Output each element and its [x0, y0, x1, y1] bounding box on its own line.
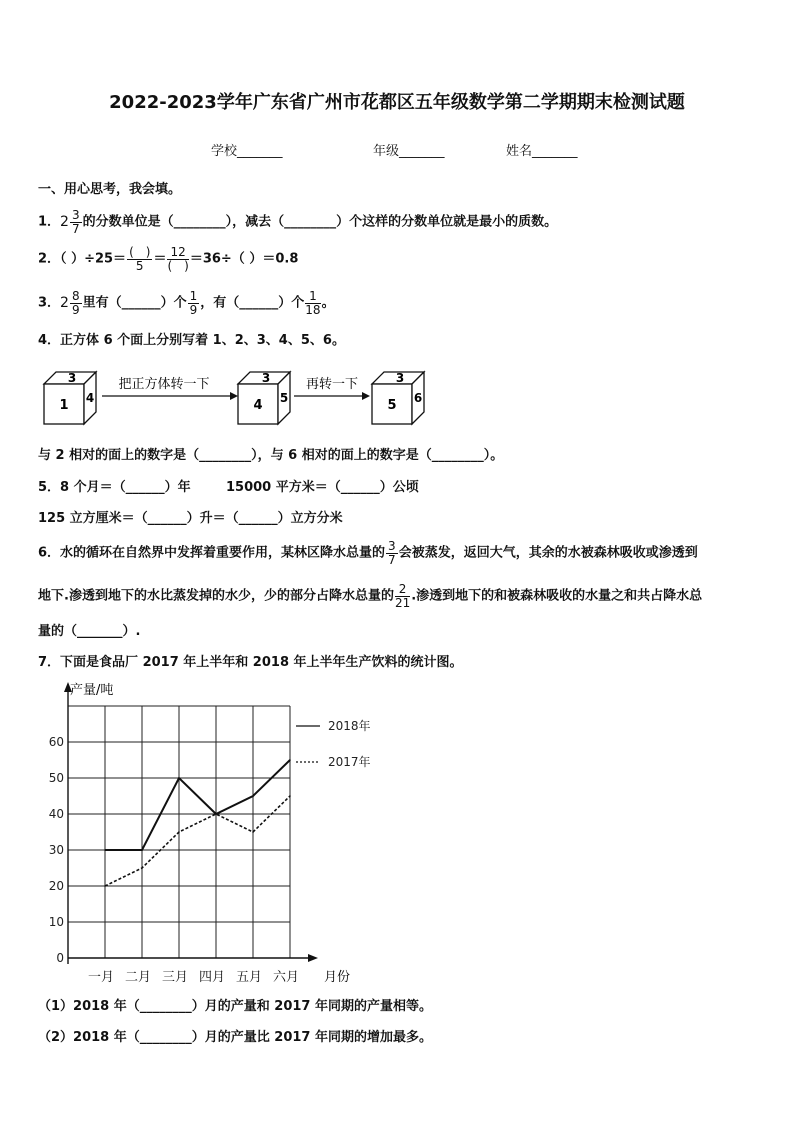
fraction-denominator: 18: [305, 302, 321, 317]
fraction-denominator: 9: [71, 302, 80, 317]
data-point: [178, 831, 180, 833]
question-text: .渗透到地下的和被森林吸收的水量之和共占降水总: [411, 588, 703, 604]
fraction-denominator: ( ): [167, 258, 189, 273]
question-5-line-1b: 15000 平方米＝（______）公顷: [226, 480, 419, 495]
question-6-line-2: [38, 583, 702, 609]
question-6-line-3: 量的（_______）.: [38, 624, 141, 639]
fraction-numerator: 12: [167, 246, 188, 260]
data-point: [252, 831, 254, 833]
cube-top-number: 3: [67, 371, 77, 385]
y-tick-label: 60: [48, 735, 64, 749]
question-7-sub-2: （2）2018 年（________）月的产量比 2017 年同期的增加最多。: [38, 1030, 432, 1045]
equals-sign: ＝: [153, 251, 167, 267]
cube-side-number: 5: [279, 391, 289, 405]
x-tick-label: 六月: [272, 970, 300, 985]
arrow-1: [102, 376, 238, 400]
chart-legend: [296, 718, 371, 769]
mixed-whole: 2: [60, 214, 69, 231]
fraction-denominator: 21: [394, 595, 411, 610]
cube-front-number: 1: [59, 398, 69, 413]
section-heading: 一、用心思考，我会填。: [38, 182, 182, 197]
legend-label: 2018年: [328, 719, 371, 733]
question-3: [38, 290, 335, 316]
question-4: 4．正方体 6 个面上分别写着 1、2、3、4、5、6。: [38, 333, 345, 348]
mixed-whole: 2: [60, 295, 69, 312]
line-chart: [30, 676, 390, 991]
page-title: 2022-2023学年广东省广州市花都区五年级数学第二学期期末检测试题: [109, 92, 685, 113]
fraction-denominator: 9: [189, 302, 198, 317]
question-7-sub-1: （1）2018 年（________）月的产量和 2017 年同期的产量相等。: [38, 999, 432, 1014]
fraction: [386, 540, 398, 566]
cube-top-number: 3: [395, 371, 405, 385]
x-tick-label: 四月: [198, 970, 226, 985]
y-tick-label: 20: [48, 879, 64, 893]
y-axis-label: 产量/吨: [70, 683, 114, 698]
question-7: 7．下面是食品厂 2017 年上半年和 2018 年上半年生产饮料的统计图。: [38, 655, 463, 670]
cube-2: [238, 371, 290, 424]
fraction: [127, 246, 152, 272]
cube-1: [44, 371, 96, 424]
arrow-label: 把正方体转一下: [118, 377, 210, 392]
fraction-numerator: 1: [305, 290, 320, 304]
fraction-numerator: 8: [71, 289, 80, 303]
data-point: [141, 849, 143, 851]
question-6-line-1: [38, 540, 698, 566]
y-tick-label: 50: [48, 771, 64, 785]
y-tick-label: 40: [48, 807, 64, 821]
cube-3: [372, 371, 424, 424]
x-axis-label: 月份: [324, 970, 351, 985]
question-text: 2．（ ）÷25＝: [38, 251, 127, 267]
arrow-2: [294, 377, 370, 400]
cube-top-number: 3: [261, 371, 271, 385]
question-text: ，有（______）个: [200, 295, 305, 311]
fraction-numerator: ( ): [129, 245, 151, 259]
cube-rotation-diagram: [38, 362, 438, 432]
x-tick-label: 五月: [235, 970, 263, 985]
fraction-numerator: 3: [71, 208, 80, 222]
fraction-numerator: 1: [189, 289, 198, 303]
fraction-denominator: 7: [71, 221, 80, 236]
fraction: [188, 290, 200, 316]
x-tick-label: 三月: [161, 970, 189, 985]
y-tick-label: 30: [48, 843, 64, 857]
cube-front-number: 4: [253, 398, 263, 413]
question-text: 地下.渗透到地下的水比蒸发掉的水少，少的部分占降水总量的: [38, 588, 394, 604]
question-text: 的分数单位是（________），减去（________）个这样的分数单位就是最小的质数。: [82, 214, 558, 230]
question-4-prompt: 与 2 相对的面上的数字是（________），与 6 相对的面上的数字是（________）。: [38, 448, 504, 463]
question-5-line-1a: 5．8 个月＝（______）年: [38, 480, 191, 495]
x-axis-arrow: [308, 954, 318, 962]
y-tick-label: 0: [56, 951, 64, 965]
series-line-2017: [105, 796, 290, 886]
name-field: 姓名_______: [506, 144, 578, 159]
question-1: [38, 209, 557, 235]
question-number: 1．: [38, 214, 61, 230]
cube-front-number: 5: [387, 398, 397, 413]
question-text: 。: [321, 295, 335, 311]
question-text: 6．水的循环在自然界中发挥着重要作用，某林区降水总量的: [38, 545, 386, 561]
fraction-denominator: 7: [388, 552, 396, 567]
chart-tick-labels: [49, 735, 299, 985]
cube-side-number: 6: [413, 391, 423, 405]
question-5-line-2: 125 立方厘米＝（______）升＝（______）立方分米: [38, 511, 343, 526]
question-text: ＝36÷（ ）＝0.8: [189, 251, 299, 267]
series-line-2018: [105, 760, 290, 850]
data-point: [289, 759, 291, 761]
school-field: 学校_______: [211, 144, 283, 159]
fraction-numerator: 3: [388, 539, 396, 553]
data-point: [289, 795, 291, 797]
fraction: [70, 290, 82, 316]
x-tick-label: 一月: [87, 970, 115, 985]
legend-label: 2017年: [328, 755, 371, 769]
cube-side-number: 4: [85, 391, 95, 405]
y-tick-label: 10: [48, 915, 64, 929]
data-point: [104, 885, 106, 887]
fraction: [70, 209, 82, 235]
x-tick-label: 二月: [124, 970, 152, 985]
question-number: 3．: [38, 295, 61, 311]
question-2: [38, 246, 298, 272]
data-point: [178, 777, 180, 779]
data-point: [215, 813, 217, 815]
fraction: [167, 246, 188, 272]
data-point: [104, 849, 106, 851]
arrow-head: [362, 392, 370, 400]
question-text: 里有（______）个: [82, 295, 187, 311]
fraction-numerator: 2: [395, 583, 410, 597]
data-point: [252, 795, 254, 797]
data-point: [141, 867, 143, 869]
fraction: [305, 290, 320, 316]
grade-field: 年级_______: [373, 144, 445, 159]
fraction-denominator: 5: [135, 258, 144, 273]
question-text: 会被蒸发，返回大气，其余的水被森林吸收或渗透到: [398, 545, 698, 561]
fraction: [395, 583, 410, 609]
arrow-head: [230, 392, 238, 400]
arrow-label: 再转一下: [305, 377, 359, 392]
